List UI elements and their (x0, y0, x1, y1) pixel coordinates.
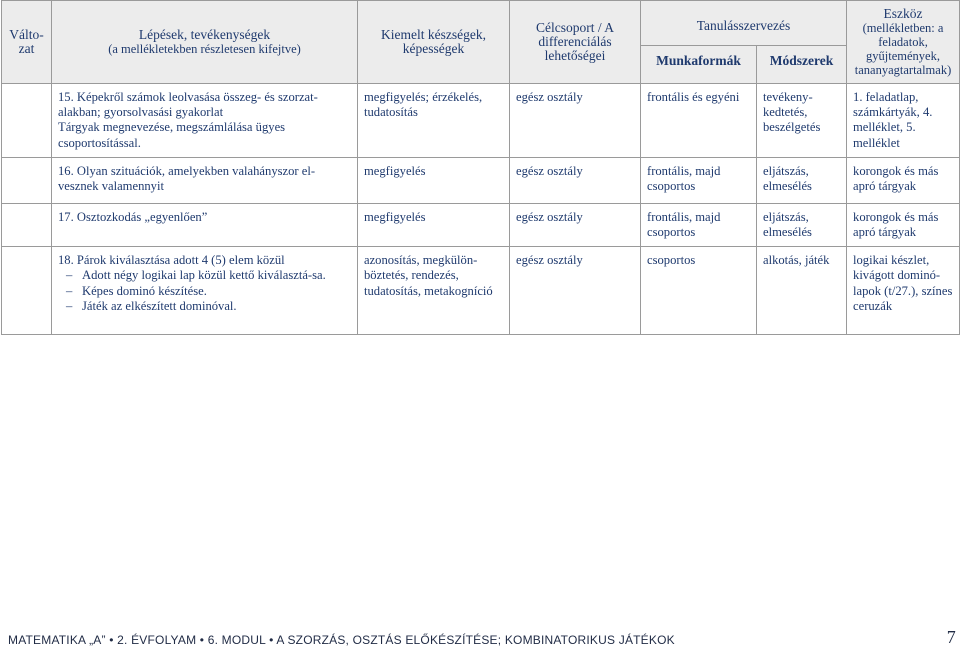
cell-forms: frontális, majd csoportos (641, 157, 757, 203)
step-line: vesznek valamennyit (58, 179, 164, 194)
table-row (2, 84, 960, 158)
list-item: – Képes dominó készítése. (58, 284, 351, 299)
list-item: – Játék az elkészített dominóval. (58, 299, 351, 314)
header-target (510, 1, 641, 84)
cell-time (2, 247, 52, 335)
step-list (58, 268, 351, 314)
lesson-plan-table (1, 0, 960, 335)
footer-title: MATEMATIKA „A” • 2. ÉVFOLYAM • 6. MODUL • A SZORZÁS, OSZTÁS ELŐKÉSZÍTÉSE; KOMBINATORIKUS JÁTÉKOK (8, 633, 675, 647)
header-time-label: Válto- zat (9, 27, 44, 56)
header-steps-subtitle: (a mellékletekben részletesen kifejtve) (108, 42, 301, 56)
page-number: 7 (946, 627, 956, 647)
cell-time (2, 157, 52, 203)
step-title: 18. Párok kiválasztása adott 4 (5) elem közül (58, 253, 285, 268)
cell-skills: megfigyelés; érzékelés, tudatosítás (358, 84, 510, 158)
step-line: 17. Osztozkodás „egyenlően” (58, 209, 208, 224)
header-organisation-label: Tanulásszervezés (696, 18, 791, 34)
cell-methods: tevékenykedtetés, beszélgetés (757, 84, 847, 158)
cell-methods: alkotás, játék (757, 247, 847, 335)
cell-tools: logikai készlet, kivágott dominólapok (t/27.), színes ceruzák (847, 247, 960, 335)
table-row (2, 247, 960, 335)
cell-tools: korongok és más apró tárgyak (847, 203, 960, 246)
cell-skills: megfigyelés (358, 203, 510, 246)
header-steps (52, 1, 358, 84)
cell-steps (52, 203, 358, 246)
step-line: csoportosítással. (58, 135, 141, 150)
cell-tools: korongok és más apró tárgyak (847, 157, 960, 203)
step-line: 16. Olyan szituációk, amelyekben valahányszor el- (58, 163, 316, 178)
header-methods-label: Módszerek (769, 53, 834, 69)
cell-methods: eljátszás, elmesélés (757, 203, 847, 246)
header-target-label: Célcsoport / A differenciálás lehetőségei (536, 20, 614, 63)
cell-skills: azonosítás, megkülönböztetés, rendezés, tudatosítás, metakogníció (358, 247, 510, 335)
header-steps-title: Lépések, tevékenységek (138, 27, 271, 42)
cell-target: egész osztály (510, 157, 641, 203)
header-tools-title: Eszköz (883, 6, 923, 21)
step-line: Tárgyak megnevezése, megszámlálása ügyes (58, 120, 286, 135)
cell-methods: eljátszás, elmesélés (757, 157, 847, 203)
header-tools (847, 1, 960, 84)
header-forms-label: Munkaformák (656, 53, 741, 69)
cell-skills: megfigyelés (358, 157, 510, 203)
header-forms (641, 46, 757, 84)
cell-target: egész osztály (510, 203, 641, 246)
cell-tools: 1. feladatlap, számkártyák, 4. melléklet, 5. melléklet (847, 84, 960, 158)
header-tools-subtitle: (mellékletben: a feladatok, gyűjtemények, tananyagtartalmak) (854, 21, 952, 77)
cell-forms: frontális és egyéni (641, 84, 757, 158)
header-organisation (641, 1, 847, 46)
cell-time (2, 84, 52, 158)
step-line: alakban; gyorsolvasási gyakorlat (58, 105, 224, 120)
cell-target: egész osztály (510, 247, 641, 335)
list-item: – Adott négy logikai lap közül kettő kiválasztá-sa. (58, 268, 351, 283)
cell-time (2, 203, 52, 246)
header-skills-label: Kiemelt készségek, képességek (381, 27, 486, 56)
cell-target: egész osztály (510, 84, 641, 158)
cell-forms: csoportos (641, 247, 757, 335)
cell-steps (52, 247, 358, 335)
cell-steps (52, 84, 358, 158)
cell-steps (52, 157, 358, 203)
table-row (2, 157, 960, 203)
header-skills (358, 1, 510, 84)
step-line: 15. Képekről számok leolvasása összeg- és szorzat- (58, 90, 318, 104)
page-footer (8, 627, 956, 648)
cell-forms: frontális, majd csoportos (641, 203, 757, 246)
header-methods (757, 46, 847, 84)
table-row (2, 203, 960, 246)
header-time (2, 1, 52, 84)
